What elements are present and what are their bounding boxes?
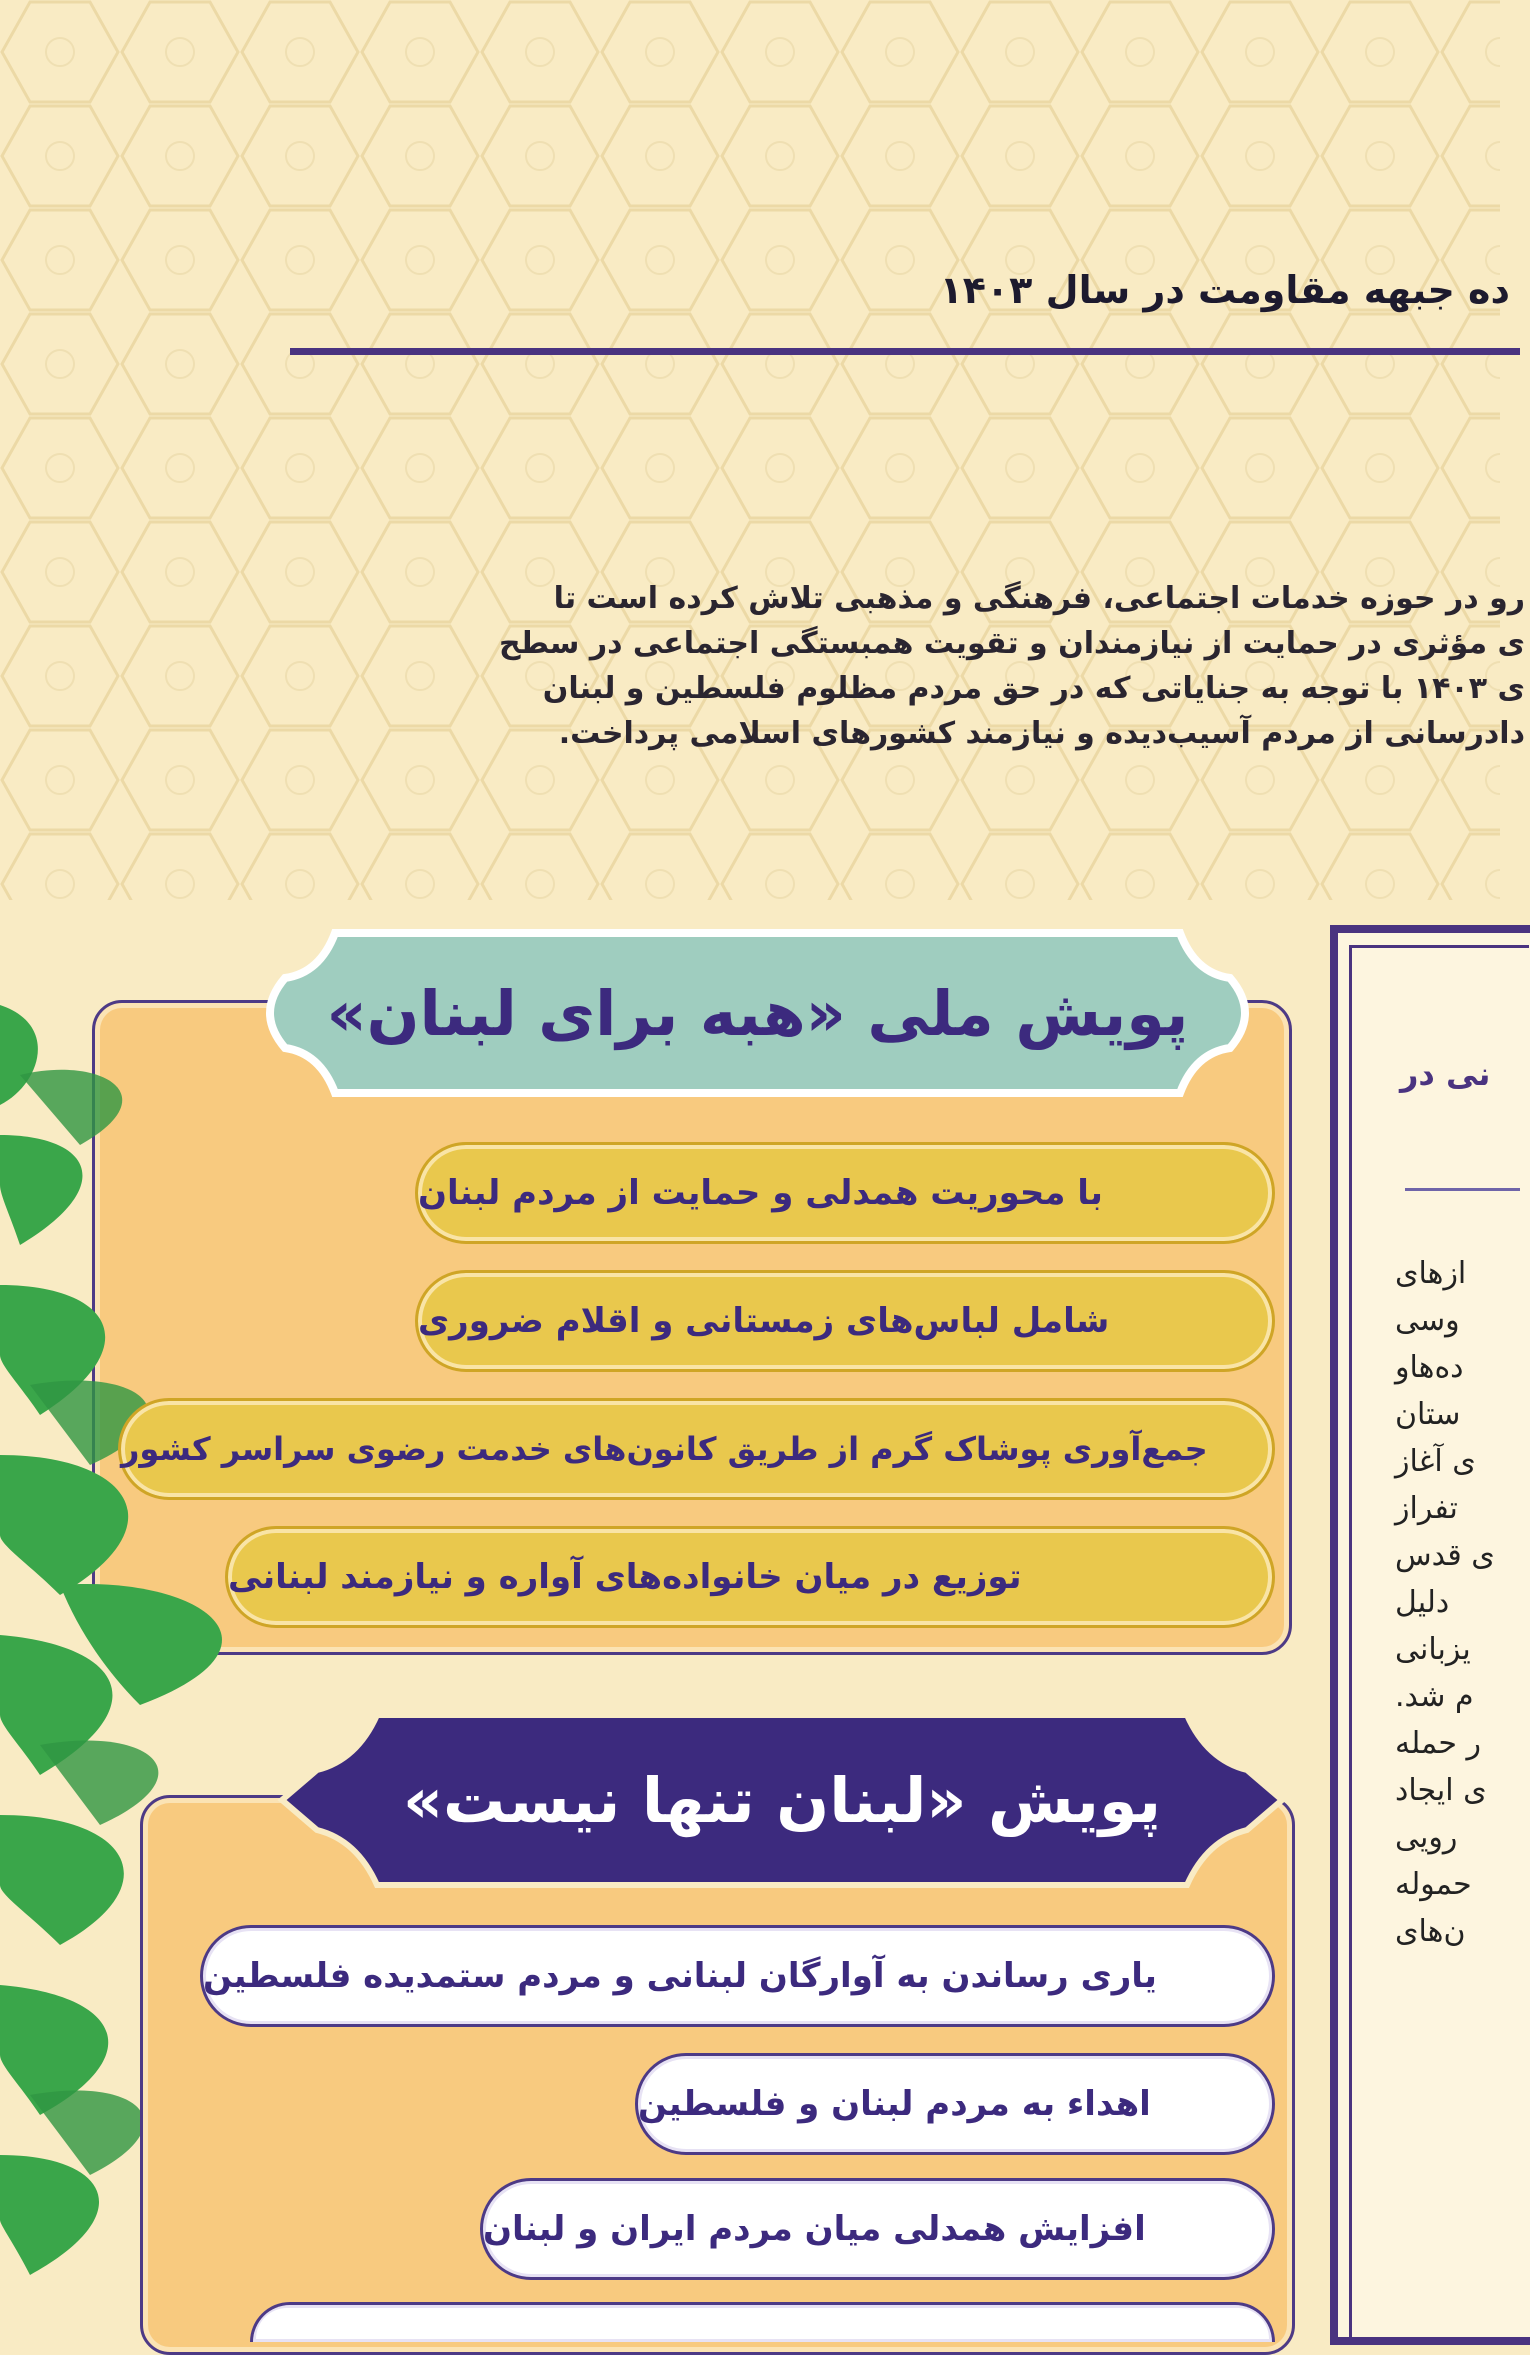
side-line: ازهای	[1395, 1256, 1467, 1291]
side-column-heading: نی در	[1400, 1055, 1491, 1093]
panel-2-item	[480, 2178, 1275, 2280]
intro-paragraph	[285, 576, 1525, 756]
side-column-divider	[1405, 1188, 1520, 1191]
side-line: رویی	[1395, 1820, 1458, 1855]
panel-2-item-text: اهداء به مردم لبنان و فلسطین	[638, 2084, 1151, 2124]
panel-1-item	[225, 1526, 1275, 1628]
side-line: ی قدس	[1395, 1538, 1495, 1573]
side-line: ده‌هاو	[1395, 1350, 1464, 1385]
panel-1-item-text: جمع‌آوری پوشاک گرم از طریق کانون‌های خدمت رضوی سراسر کشور	[121, 1430, 1208, 1468]
side-line: یزبانی	[1395, 1632, 1471, 1667]
panel-2-title: پویش «لبنان تنها نیست»	[402, 1763, 1162, 1837]
side-line: تفراز	[1395, 1491, 1458, 1526]
panel-1-title-banner	[245, 918, 1270, 1108]
intro-line: دادرسانی از مردم آسیب‌دیده و نیازمند کشورهای اسلامی پرداخت.	[558, 716, 1525, 751]
panel-2-title-banner	[282, 1700, 1282, 1900]
side-line: ی آغاز	[1395, 1444, 1476, 1479]
side-line: ی ایجاد	[1395, 1773, 1487, 1808]
panel-2-item-partial	[250, 2302, 1275, 2342]
panel-1-item	[415, 1142, 1275, 1244]
side-line: ر حمله	[1395, 1726, 1481, 1761]
panel-2-item-text: یاری رساندن به آوارگان لبنانی و مردم ستمدیده فلسطین	[203, 1956, 1157, 1996]
header-title: ده جبهه مقاومت در سال ۱۴۰۳	[939, 268, 1510, 312]
side-line: وسی	[1395, 1303, 1460, 1338]
panel-2-item	[635, 2053, 1275, 2155]
side-line: م شد.	[1395, 1679, 1474, 1714]
panel-1-title: پویش ملی «هبه برای لبنان»	[326, 976, 1189, 1050]
header-divider	[290, 348, 1520, 355]
panel-1-item	[118, 1398, 1275, 1500]
panel-1-item-text: با محوریت همدلی و حمایت از مردم لبنان	[418, 1173, 1103, 1213]
side-line: ن‌های	[1395, 1914, 1466, 1949]
side-line: حموله	[1395, 1867, 1472, 1902]
side-line: دلیل	[1395, 1585, 1450, 1620]
side-column-text	[1395, 1250, 1505, 1955]
panel-2-item	[200, 1925, 1275, 2027]
panel-1-item	[415, 1270, 1275, 1372]
panel-1-item-text: توزیع در میان خانواده‌های آواره و نیازمند لبنانی	[228, 1557, 1022, 1597]
panel-1-item-text: شامل لباس‌های زمستانی و اقلام ضروری	[418, 1301, 1110, 1341]
panel-2-item-text: افزایش همدلی میان مردم ایران و لبنان	[483, 2209, 1146, 2249]
intro-line: ی ۱۴۰۳ با توجه به جنایاتی که در حق مردم مظلوم فلسطین و لبنان	[542, 671, 1525, 706]
side-line: ستان	[1395, 1397, 1461, 1432]
intro-line: ی مؤثری در حمایت از نیازمندان و تقویت همبستگی اجتماعی در سطح	[499, 626, 1525, 661]
intro-line: رو در حوزه خدمات اجتماعی، فرهنگی و مذهبی تلاش کرده است تا	[553, 581, 1525, 616]
